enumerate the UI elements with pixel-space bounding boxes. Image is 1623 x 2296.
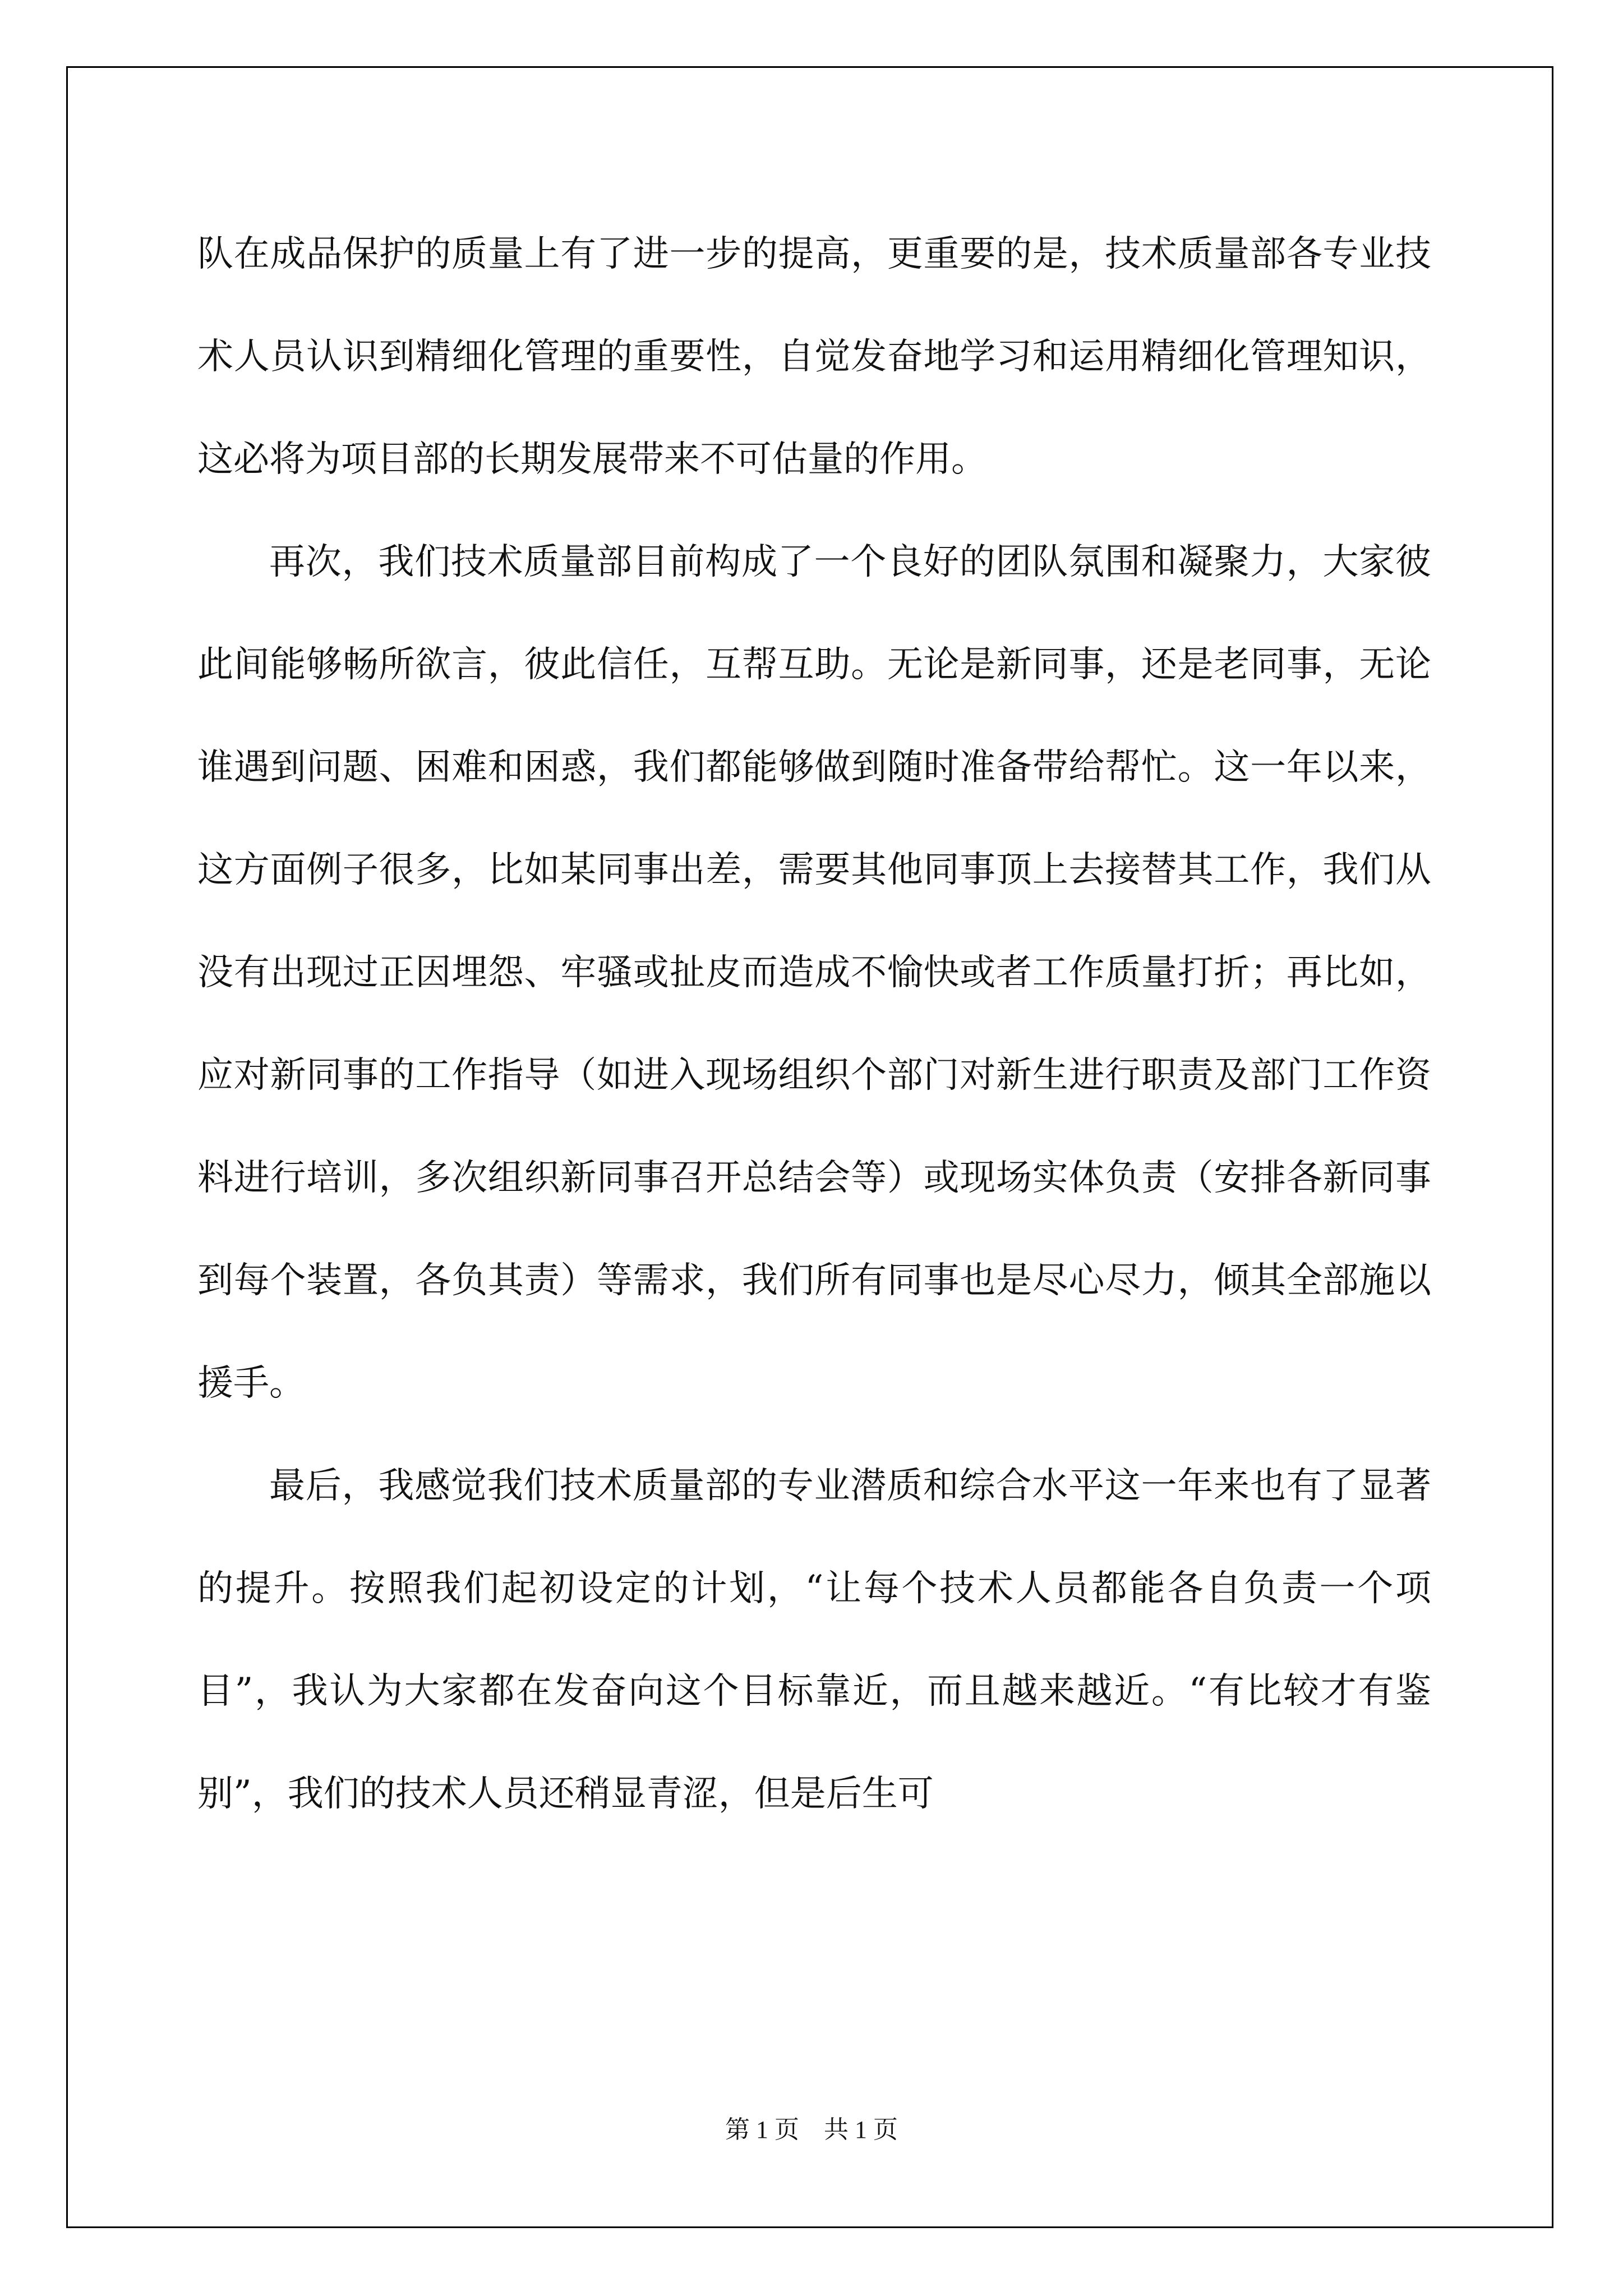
document-body xyxy=(197,203,1431,1846)
paragraph-3: 最后，我感觉我们技术质量部的专业潜质和综合水平这一年来也有了显著的提升。按照我们起初设定的计划，“让每个技术人员都能各自负责一个项目”，我认为大家都在发奋向这个目标靠近，而且越来越近。“有比较才有鉴别”，我们的技术人员还稍显青涩，但是后生可 xyxy=(197,1465,1431,1815)
page-footer: 第 1 页 共 1 页 xyxy=(725,2116,898,2143)
paragraph-1: 队在成品保护的质量上有了进一步的提高，更重要的是，技术质量部各专业技术人员认识到精细化管理的重要性，自觉发奋地学习和运用精细化管理知识，这必将为项目部的长期发展带来不可估量的作用。 xyxy=(197,233,1431,480)
paragraph-2: 再次，我们技术质量部目前构成了一个良好的团队氛围和凝聚力，大家彼此间能够畅所欲言，彼此信任，互帮互助。无论是新同事，还是老同事，无论谁遇到问题、困难和困惑，我们都能够做到随时准备带给帮忙。这一年以来，这方面例子很多，比如某同事出差，需要其他同事顶上去接替其工作，我们从没有出现过正因埋怨、牢骚或扯皮而造成不愉快或者工作质量打折；再比如，应对新同事的工作指导（如进入现场组织个部门对新生进行职责及部门工作资料进行培训，多次组织新同事召开总结会等）或现场实体负责（安排各新同事到每个装置，各负其责）等需求，我们所有同事也是尽心尽力，倾其全部施以援手。 xyxy=(197,541,1431,1404)
